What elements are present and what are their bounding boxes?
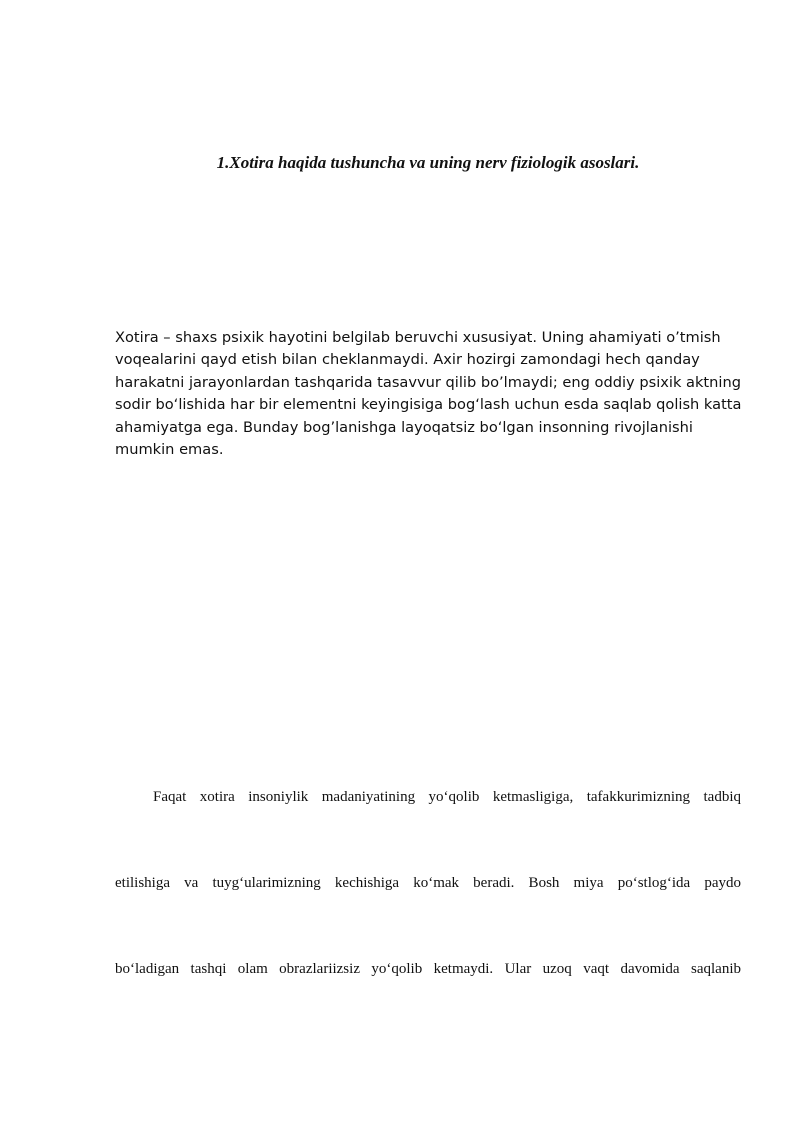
document-title: 1.Xotira haqida tushuncha va uning nerv fiziologik asoslari. bbox=[216, 153, 640, 172]
paragraph-intro: Xotira – shaxs psixik hayotini belgilab beruvchi xususiyat. Uning ahamiyati o’tmish voqealarini qayd etish bilan cheklanmaydi. Axir hozirgi zamondagi hech qanday harakatni jarayonlardan tashqarida tasavvur qilib bo’lmaydi; eng oddiy psixik aktning sodir bo‘lishida har bir elementni keyingisiga bog‘lash uchun esda saqlab qolish katta ahamiyatga ega. Bunday bog’lanishga layoqatsiz bo‘lgan insonning rivojlanishi mumkin emas. bbox=[115, 329, 742, 459]
paragraph-line-3: bo‘ladigan tashqi olam obrazlariizsiz yo‘qolib ketmaydi. Ular uzoq vaqt davomida saqlanib bbox=[115, 961, 741, 977]
paragraph-line-1: Faqat xotira insoniylik madaniyatining yo‘qolib ketmasligiga, tafakkurimizning tadbiq bbox=[153, 789, 741, 805]
paragraph-line-2: etilishiga va tuyg‘ularimizning kechishiga ko‘mak beradi. Bosh miya po‘stlog‘ida paydo bbox=[115, 875, 741, 891]
